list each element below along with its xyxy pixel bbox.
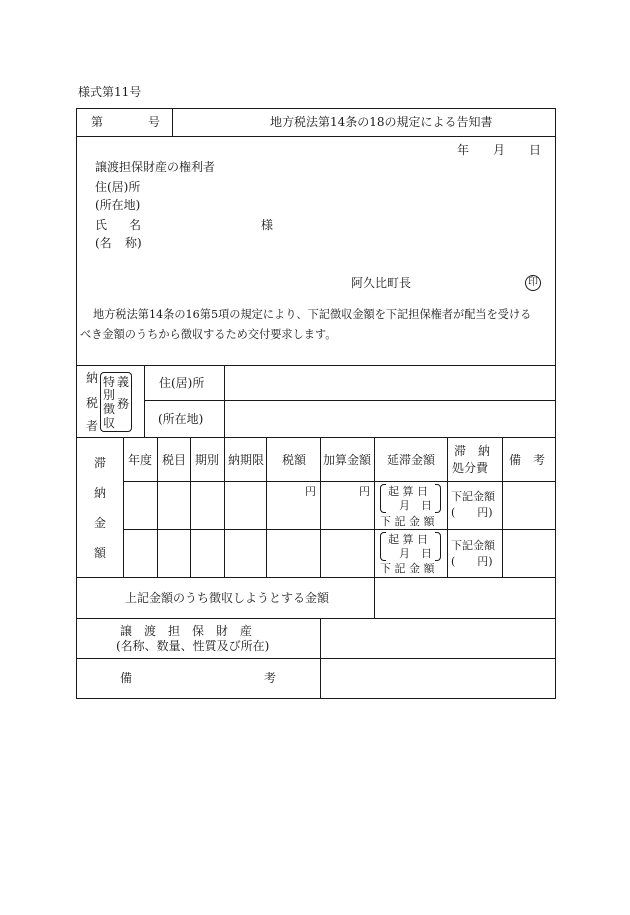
taxpayer-type-tokubetsu-3: 徴 — [103, 402, 116, 416]
arrears-side-label-4: 額 — [94, 546, 107, 560]
taxpayer-type-tokubetsu-4: 収 — [103, 416, 116, 430]
frame-bottom-border — [76, 698, 556, 699]
disposal-note-label: 下記金額 — [451, 539, 495, 552]
late-fee-below-amount: 下 記 金 額 — [380, 515, 435, 528]
column-header-disposal-fee-1: 滞 納 — [454, 444, 491, 458]
date-year: 年 — [457, 143, 470, 157]
recipient-name-label-1: 氏 — [95, 218, 108, 232]
taxpayer-label-1: 納 — [86, 371, 99, 385]
taxpayer-address-label: 住(居)所 — [159, 376, 205, 390]
notice-body-line-2: べき金額のうちから徴収するため交付要求します。 — [80, 328, 337, 341]
seal-icon: 印 — [525, 275, 541, 291]
date-day: 日 — [529, 143, 542, 157]
recipient-name-alt-2: 称) — [125, 236, 142, 250]
taxpayer-location-label: (所在地) — [158, 412, 204, 426]
taxpayer-type-gimu-2: 務 — [117, 397, 130, 411]
notice-body-line-1: 地方税法第14条の16第5項の規定により、下記徴収金額を下記担保権者が配当を受ける — [93, 308, 532, 321]
arrears-side-label-2: 納 — [94, 486, 107, 500]
disposal-note-yen: ( 円) — [451, 506, 493, 519]
late-fee-month-day: 月 日 — [399, 547, 432, 560]
frame-top-border — [76, 108, 556, 109]
remarks-label-2: 考 — [264, 671, 277, 685]
document-title: 地方税法第14条の18の規定による告知書 — [270, 115, 493, 129]
recipient-name-alt-1: (名 — [95, 236, 112, 250]
frame-left-border — [76, 108, 77, 698]
recipient-location-label: (所在地) — [95, 198, 141, 212]
tax-amount-unit: 円 — [305, 485, 316, 498]
recipient-address-label: 住(居)所 — [95, 180, 141, 194]
property-sublabel: (名称、数量、性質及び所在) — [116, 639, 270, 653]
column-header-year: 年度 — [128, 453, 153, 467]
taxpayer-label-3: 者 — [86, 419, 99, 433]
remarks-label-1: 備 — [120, 671, 133, 685]
recipient-name-label-2: 名 — [129, 218, 142, 232]
column-header-tax-amount: 税額 — [282, 453, 307, 467]
property-label: 譲 渡 担 保 財 産 — [120, 624, 253, 638]
column-header-remarks: 備 考 — [509, 453, 546, 467]
number-suffix: 号 — [148, 115, 161, 129]
recipient-honorific: 様 — [261, 218, 274, 232]
late-fee-month-day: 月 日 — [399, 499, 432, 512]
arrears-side-label-1: 滞 — [94, 456, 107, 470]
frame-right-border — [555, 108, 556, 698]
collection-amount-label: 上記金額のうち徴収しようとする金額 — [125, 591, 330, 605]
column-header-due-date: 納期限 — [228, 453, 265, 467]
late-fee-below-amount: 下 記 金 額 — [380, 562, 435, 575]
taxpayer-label-2: 税 — [86, 396, 99, 410]
taxpayer-type-gimu-1: 義 — [117, 375, 130, 389]
issuer-name: 阿久比町長 — [351, 276, 412, 290]
taxpayer-type-tokubetsu-2: 別 — [103, 388, 116, 402]
date-month: 月 — [493, 143, 506, 157]
disposal-note-label: 下記金額 — [451, 490, 495, 503]
recipient-label: 譲渡担保財産の権利者 — [95, 160, 216, 174]
column-header-tax-item: 税目 — [162, 453, 187, 467]
arrears-side-label-3: 金 — [94, 516, 107, 530]
late-fee-start-date-label: 起 算 日 — [388, 485, 428, 498]
form-number: 様式第11号 — [78, 85, 142, 99]
column-header-additional-tax: 加算金額 — [323, 453, 372, 467]
number-prefix: 第 — [91, 115, 104, 129]
column-header-disposal-fee-2: 処分費 — [452, 461, 489, 475]
taxpayer-type-tokubetsu-1: 特 — [103, 375, 116, 389]
late-fee-start-date-label: 起 算 日 — [388, 533, 428, 546]
column-header-period: 期別 — [195, 453, 220, 467]
disposal-note-yen: ( 円) — [451, 555, 493, 568]
additional-tax-unit: 円 — [359, 485, 370, 498]
column-header-late-fee: 延滞金額 — [387, 453, 436, 467]
